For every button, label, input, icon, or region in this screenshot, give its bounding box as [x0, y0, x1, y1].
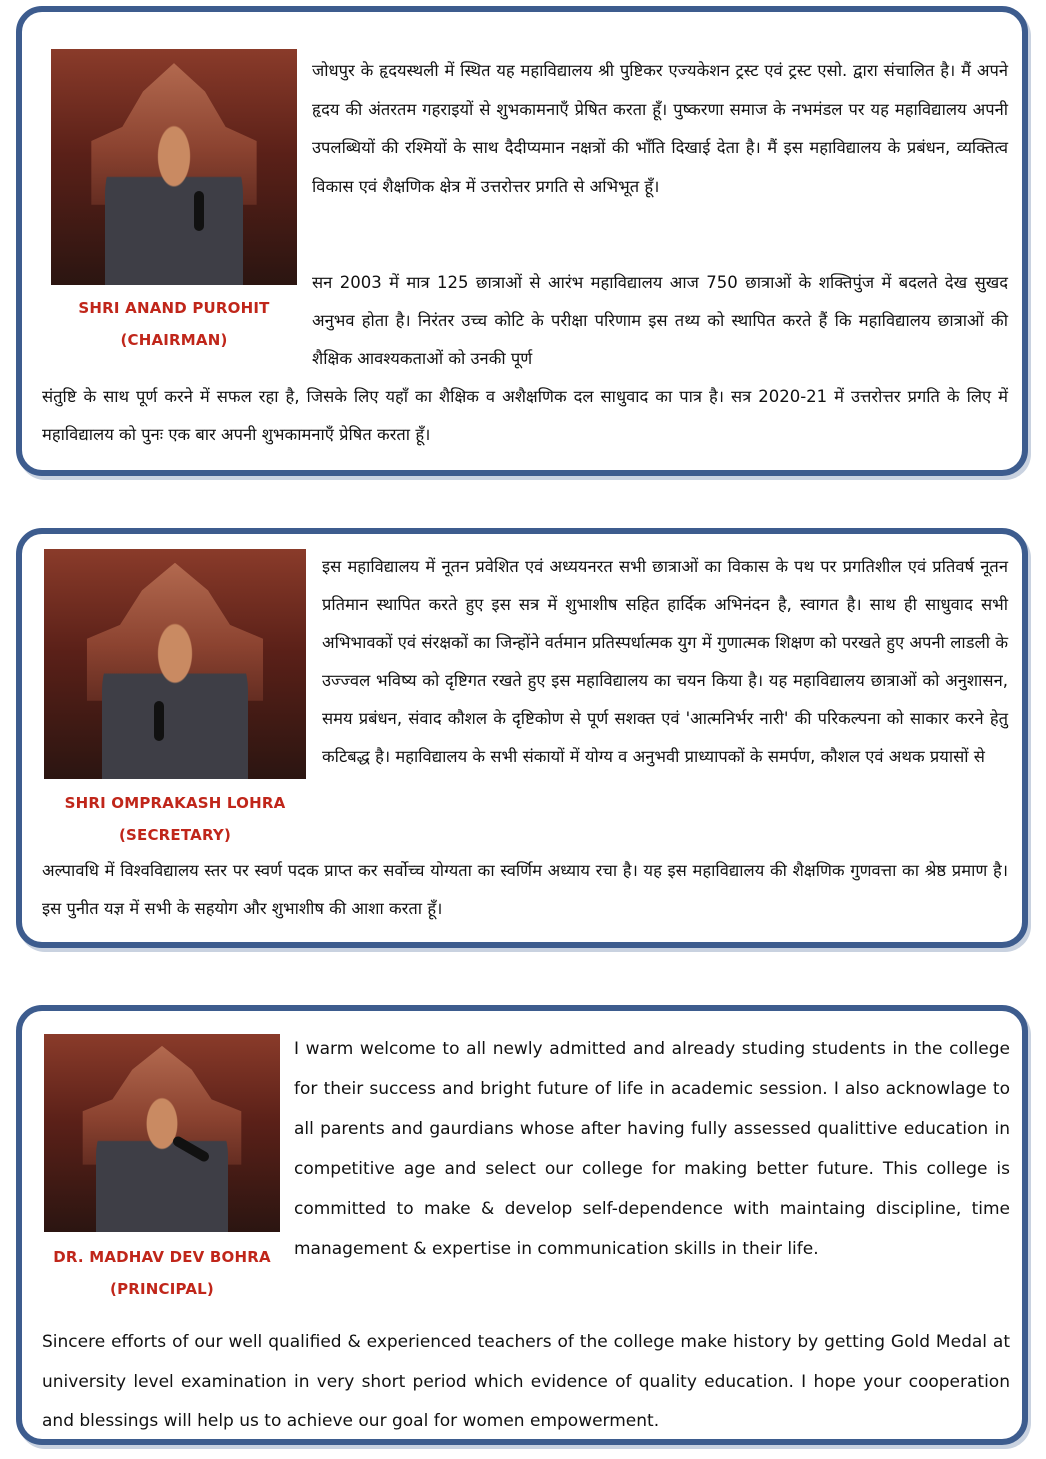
message-card-principal [16, 1005, 1028, 1445]
message-card-chairman [16, 6, 1028, 476]
principal-paragraph-2: Sincere efforts of our well qualified & experienced teachers of the college make history by getting Gold Medal at university level examination in very short period which evidence of quality education. I hope your cooperation and blessings will help us to achieve our goal for women empowerment. [42, 1332, 1010, 1431]
secretary-paragraph-1: इस महाविद्यालय में नूतन प्रवेशित एवं अध्ययनरत सभी छात्राओं का विकास के पथ पर प्रगतिशील एवं प्रतिवर्ष नूतन प्रतिमान स्थापित करते हुए इस सत्र में शुभाशीष सहित हार्दिक अभिनंदन है, स्वागत है। साथ ही साधुवाद सभी अभिभावकों एवं संरक्षकों का जिन्होंने वर्तमान प्रतिस्पर्धात्मक युग में गुणात्मक शिक्षण को परखते हुए अपनी लाडली के उज्ज्वल भविष्य को दृष्टिगत रखते हुए इस महाविद्यालय का चयन किया है। यह महाविद्यालय छात्राओं को अनुशासन, समय प्रबंधन, संवाद कौशल के दृष्टिकोण से पूर्ण सशक्त एवं 'आत्मनिर्भर नारी' की परिकल्पना को साकार करने हेतु कटिबद्ध है। महाविद्यालय के सभी संकायों में योग्य व अनुभवी प्राध्यापकों के समर्पण, कौशल एवं अथक प्रयासों से [322, 557, 1008, 766]
principal-role: (PRINCIPAL) [110, 1280, 214, 1298]
chairman-name: SHRI ANAND PUROHIT [78, 299, 270, 317]
secretary-photo [44, 549, 306, 779]
secretary-role: (SECRETARY) [118, 826, 232, 844]
chairman-paragraph-3: संतुष्टि के साथ पूर्ण करने में सफल रहा है, जिसके लिए यहाँ का शैक्षिक व अशैक्षणिक दल साधुवाद का पात्र है। सत्र 2020-21 में उत्तरोत्तर प्रगति के लिए में महाविद्यालय को पुनः एक बार अपनी शुभकामनाएँ प्रेषित करता हूँ। [42, 387, 1008, 444]
principal-name: DR. MADHAV DEV BOHRA [53, 1248, 271, 1266]
secretary-paragraph-2: अल्पावधि में विश्वविद्यालय स्तर पर स्वर्ण पदक प्राप्त कर सर्वोच्च योग्यता का स्वर्णिम अध्याय रचा है। यह इस महाविद्यालय की शैक्षणिक गुणवत्ता का श्रेष्ठ प्रमाण है। इस पुनीत यज्ञ में सभी के सहयोग और शुभाशीष की आशा करता हूँ। [42, 861, 1008, 918]
chairman-paragraph-2: सन 2003 में मात्र 125 छात्राओं से आरंभ महाविद्यालय आज 750 छात्राओं के शक्तिपुंज में बदलते देख सुखद अनुभव होता है। निरंतर उच्च कोटि के परीक्षा परिणाम इस तथ्य को स्थापित करते हैं कि महाविद्यालय छात्राओं की शैक्षिक आवश्यकताओं को उनकी पूर्ण [312, 273, 1008, 368]
message-card-secretary [16, 528, 1028, 948]
chairman-caption [51, 292, 297, 356]
secretary-name: SHRI OMPRAKASH LOHRA [64, 794, 286, 812]
chairman-role: (CHAIRMAN) [120, 331, 228, 349]
chairman-photo [51, 49, 297, 285]
secretary-caption [44, 787, 306, 851]
chairman-paragraph-1: जोधपुर के हृदयस्थली में स्थित यह महाविद्यालय श्री पुष्टिकर एज्यकेशन ट्रस्ट एवं ट्रस्ट एसो. द्वारा संचालित है। मैं अपने हृदय की अंतरतम गहराइयों से शुभकामनाएँ प्रेषित करता हूँ। पुष्करणा समाज के नभमंडल पर यह महाविद्यालय अपनी उपलब्धियों की रश्मियों के साथ दैदीप्यमान नक्षत्रों की भाँति दिखाई देता है। मैं इस महाविद्यालय के प्रबंधन, व्यक्तित्व विकास एवं शैक्षणिक क्षेत्र में उत्तरोत्तर प्रगति से अभिभूत हूँ। [312, 61, 1008, 196]
principal-paragraph-1: I warm welcome to all newly admitted and already studing students in the college for their success and bright future of life in academic session. I also acknowlage to all parents and gaurdians whose after having fully assessed qualittive education in competitive age and select our college for making better future. This college is committed to make & develop self-dependence with maintaing discipline, time management & expertise in communication skills in their life. [294, 1039, 1010, 1259]
principal-caption [44, 1241, 280, 1305]
principal-photo [44, 1034, 280, 1232]
